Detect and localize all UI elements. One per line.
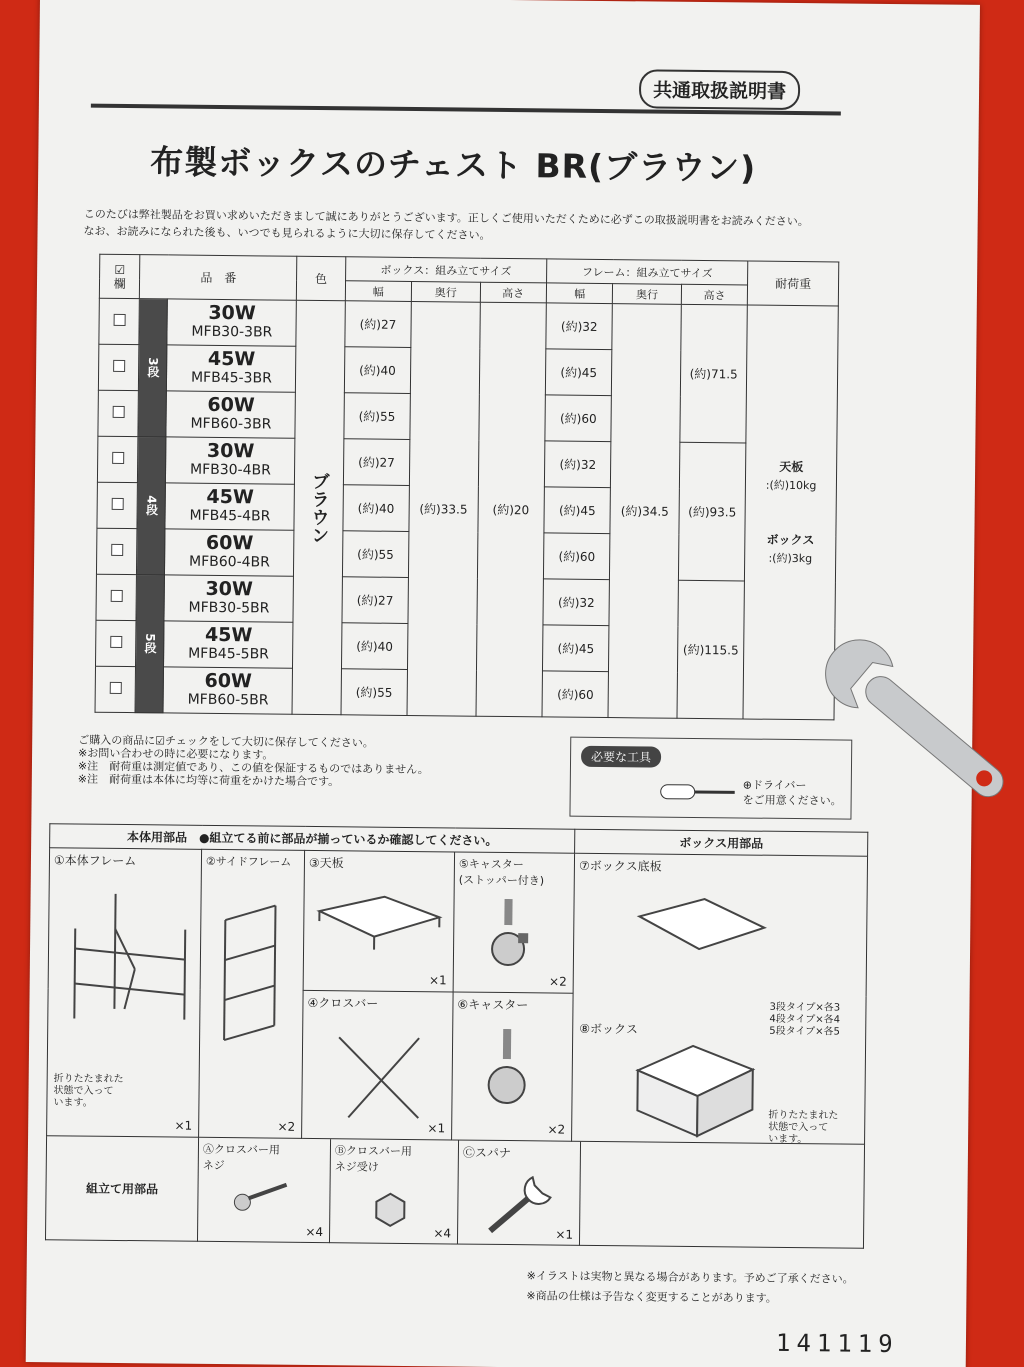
box-width: (約)55: [341, 669, 408, 716]
assembly-parts: [197, 1137, 864, 1248]
frame-size-header: フレーム：組み立てサイズ: [547, 259, 749, 285]
part-qty: ×1: [428, 973, 447, 988]
part-nut: [330, 1139, 459, 1244]
checkbox[interactable]: [111, 498, 123, 510]
frame-width: (約)32: [543, 579, 610, 626]
part-frame: [47, 848, 202, 1138]
model-width: 60W: [205, 531, 254, 554]
intro-line: なお、お読みになられた後も、いつでも見られるように大切に保存してください。: [83, 224, 491, 242]
box-width: (約)55: [344, 393, 411, 440]
tools-title: 必要な工具: [581, 746, 661, 768]
part-side-frame: [199, 849, 305, 1138]
width-header: 幅: [345, 281, 412, 302]
part-top-board: [303, 850, 454, 992]
part-qty: ×1: [174, 1118, 193, 1133]
date-stamp: 141119: [775, 1328, 899, 1359]
model-code: MFB45-4BR: [189, 507, 271, 525]
box-width: (約)27: [343, 439, 410, 486]
height-header: 高さ: [480, 282, 547, 303]
frame-width: (約)60: [545, 395, 612, 442]
part-label: ⑧ボックス: [579, 1021, 638, 1037]
assembly-label: 組立て用部品: [45, 1136, 198, 1242]
load-top-label: 天板: [779, 459, 804, 474]
notes: ご購入の商品に☑チェックをして大切に保存してください。 ※お問い合わせの時に必要になります。 ※注 耐荷重は測定値であり、この値を保証するものではありません。 ※注 耐荷重は本体に均等に荷重をかけた場合です。: [77, 733, 429, 789]
box-width: (約)27: [342, 577, 409, 624]
checkbox[interactable]: [111, 544, 123, 556]
part-label: ⑦ボックス底板: [578, 858, 662, 874]
load-box-label: ボックス: [766, 532, 815, 547]
part-qty: ×4: [305, 1224, 324, 1240]
model-code: MFB60-4BR: [188, 553, 270, 571]
frame-height: (約)71.5: [680, 304, 748, 443]
part-qty: ×2: [547, 1122, 566, 1137]
box-depth: (約)33.5: [407, 301, 480, 716]
box-bottom-illustration: [634, 896, 775, 957]
intro-text: [83, 206, 808, 248]
box-width: (約)27: [345, 301, 412, 348]
page-title: 布製ボックスのチェスト BR(ブラウン): [150, 142, 757, 188]
box-parts: [572, 853, 868, 1144]
part-spanner: [458, 1141, 581, 1246]
part-qty: ×2: [277, 1119, 296, 1134]
box-width: (約)40: [341, 623, 408, 670]
screw-icon: [232, 1178, 292, 1219]
check-header: ☑ 欄: [99, 254, 140, 298]
part-label: ⑥キャスター: [457, 997, 529, 1013]
box-types: 3段タイプ×各3 4段タイプ×各4 5段タイプ×各5: [769, 1001, 841, 1038]
part-caster: [452, 992, 574, 1141]
checkbox[interactable]: [113, 360, 125, 372]
frame-width: (約)32: [546, 303, 613, 350]
model-width: 45W: [206, 485, 254, 508]
part-screw: [198, 1138, 331, 1243]
tier-label: 5段: [135, 575, 165, 713]
model-width: 60W: [207, 393, 255, 416]
part-label: ⑤キャスター (ストッパー付き): [458, 857, 545, 888]
model-width: 30W: [205, 577, 254, 600]
part-crossbar: [302, 990, 454, 1140]
nut-icon: [370, 1190, 410, 1230]
tier-label: 4段: [137, 437, 167, 575]
frame-height: (約)115.5: [677, 580, 745, 719]
tools-text: ⊕ドライバー をご用意ください。: [742, 778, 842, 808]
load-header: 耐荷重: [748, 261, 839, 306]
depth-header: 奥行: [613, 284, 682, 305]
caster-stopper-illustration: [484, 897, 545, 978]
model-code: MFB30-5BR: [188, 599, 270, 617]
load-box-value: :(約)3kg: [768, 551, 813, 565]
box-size-header: ボックス：組み立てサイズ: [345, 257, 547, 283]
box-note: 折りたたまれた 状態で入って います。: [768, 1109, 839, 1146]
model-width: 45W: [204, 623, 253, 646]
checkbox[interactable]: [112, 406, 124, 418]
crossbar-illustration: [308, 1017, 449, 1128]
part-label: Ⓐクロスバー用 ネジ: [202, 1142, 281, 1173]
checkbox[interactable]: [112, 452, 124, 464]
model-code: MFB60-5BR: [187, 691, 269, 709]
part-label: ①本体フレーム: [53, 853, 137, 869]
part-note: 折りたたまれた 状態で入って います。: [53, 1073, 124, 1109]
checkbox[interactable]: [109, 682, 121, 694]
part-qty: ×4: [433, 1226, 452, 1241]
load-top-value: :(約)10kg: [765, 478, 817, 492]
checkbox[interactable]: [113, 314, 125, 326]
checkbox[interactable]: [110, 590, 122, 602]
color-cell: [292, 300, 345, 714]
box-width: (約)55: [342, 531, 409, 578]
frame-height: (約)93.5: [678, 442, 746, 581]
model-width: 30W: [206, 439, 255, 462]
box-height: (約)20: [476, 302, 547, 717]
wrench-icon: [780, 600, 1024, 850]
color-header: 色: [297, 256, 346, 301]
checkbox[interactable]: [110, 636, 122, 648]
model-code: MFB45-5BR: [188, 645, 270, 663]
manual-badge: 共通取扱説明書: [639, 69, 800, 110]
model-width: 60W: [204, 669, 253, 692]
part-label: ③天板: [308, 855, 344, 871]
width-header: 幅: [546, 283, 613, 304]
model-code: MFB45-3BR: [190, 369, 272, 387]
footer-notes: ※イラストは実物と異なる場合があります。予めご了承ください。 ※商品の仕様は予告なく変更することがあります。: [526, 1269, 854, 1305]
box-illustration: [632, 1040, 763, 1141]
model-code: MFB30-3BR: [191, 323, 273, 341]
part-qty: ×2: [548, 974, 567, 989]
box-width: (約)40: [344, 347, 411, 394]
tier-label: 3段: [138, 299, 168, 437]
height-header: 高さ: [681, 284, 748, 305]
main-parts-header: 本体用部品 ●組立てる前に部品が揃っているか確認してください。: [50, 824, 575, 853]
model-code: MFB60-3BR: [190, 415, 272, 433]
spanner-icon: [482, 1169, 563, 1240]
part-label: Ⓒスパナ: [462, 1145, 512, 1161]
intro-line: このたびは弊社製品をお買い求めいただきまして誠にありがとうございます。正しくご使用いただくために必ずこの取扱説明書をお読みください。: [83, 207, 809, 229]
spec-table: [95, 254, 840, 721]
part-qty: ×1: [427, 1121, 446, 1136]
parts-table: [45, 823, 868, 1249]
box-width: (約)40: [343, 485, 410, 532]
part-label: Ⓑクロスバー用 ネジ受け: [334, 1144, 413, 1174]
depth-header: 奥行: [411, 281, 480, 302]
frame-width: (約)32: [544, 441, 611, 488]
screwdriver-icon: [659, 771, 739, 812]
top-board-illustration: [314, 881, 445, 962]
color-value: ブラウン: [308, 471, 331, 544]
part-label: ④クロスバー: [307, 995, 379, 1011]
part-header: 品 番: [140, 255, 298, 301]
frame-width: (約)45: [545, 349, 612, 396]
frame-width: (約)60: [542, 671, 609, 718]
frame-illustration: [54, 888, 195, 1029]
part-qty: ×1: [555, 1227, 574, 1242]
side-frame-illustration: [214, 900, 296, 1051]
frame-width: (約)45: [542, 625, 609, 672]
box-parts-header: ボックス用部品: [575, 829, 868, 856]
caster-illustration: [482, 1027, 543, 1118]
frame-depth: (約)34.5: [608, 304, 681, 719]
frame-width: (約)45: [544, 487, 611, 534]
model-width: 30W: [208, 301, 256, 324]
model-code: MFB30-4BR: [189, 461, 271, 479]
part-caster-stopper: [453, 852, 575, 993]
model-width: 45W: [207, 347, 256, 370]
table-row: [99, 298, 838, 352]
frame-width: (約)60: [543, 533, 610, 580]
part-label: ②サイドフレーム: [205, 854, 292, 869]
